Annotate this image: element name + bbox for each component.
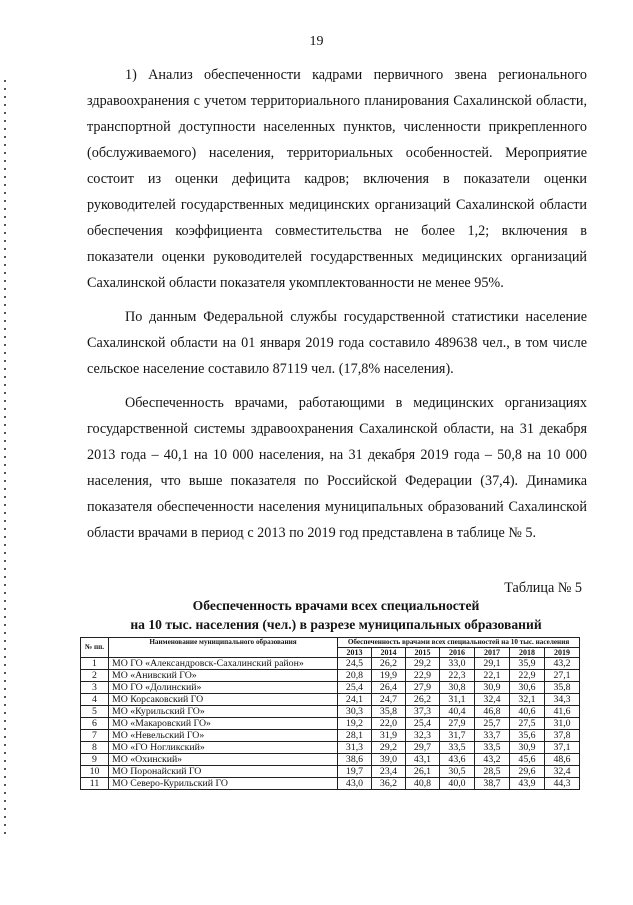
municipality-name: МО Корсаковский ГО [109,694,338,706]
municipality-name: МО «ГО Ногликский» [109,742,338,754]
municipality-name: МО ГО «Долинский» [109,682,338,694]
table-cell: 38,7 [475,778,510,790]
table-cell: 31,1 [440,694,475,706]
header-year: 2019 [545,648,580,658]
table-cell: 25,4 [406,718,440,730]
table-cell: 29,2 [406,658,440,670]
table-title-line: на 10 тыс. населения (чел.) в разрезе муниципальных образований [130,617,542,632]
table-cell: 26,1 [406,766,440,778]
table-cell: 26,2 [406,694,440,706]
table-label: Таблица № 5 [504,580,582,596]
table-cell: 30,8 [440,682,475,694]
table-cell: 32,1 [510,694,545,706]
row-number: 3 [81,682,109,694]
table-cell: 41,6 [545,706,580,718]
table-cell: 44,3 [545,778,580,790]
header-year: 2017 [475,648,510,658]
paragraph: По данным Федеральной службы государственной статистики население Сахалинской области на 01 января 2019 года составило 489638 чел., в том числе сельское население составило 87119 чел. (17,8% населения). [87,309,587,377]
header-year: 2013 [338,648,372,658]
table-cell: 22,9 [406,670,440,682]
table-cell: 24,5 [338,658,372,670]
table-cell: 22,1 [475,670,510,682]
table-cell: 43,2 [545,658,580,670]
table-cell: 45,6 [510,754,545,766]
municipality-name: МО Северо-Курильский ГО [109,778,338,790]
municipality-name: МО «Невельский ГО» [109,730,338,742]
header-year: 2018 [510,648,545,658]
paragraph: 1) Анализ обеспеченности кадрами первичного звена регионального здравоохранения с учетом территориального планирования Сахалинской области, транспортной доступности населенных пунктов, численности прикрепленного (обслуживаемого) населения, территориальных особенностей. Мероприятие состоит из оценки дефицита кадров; включения в показатели оценки руководителей государственных медицинских организаций Сахалинской области обеспечения коэффициента совместительства не более 1,2; включения в показатели оценки руководителей государственных медицинских организаций Сахалинской области показателя укомплектованности не менее 95%. [87,67,587,291]
table-cell: 29,6 [510,766,545,778]
table-cell: 37,3 [406,706,440,718]
table-cell: 35,6 [510,730,545,742]
table-cell: 30,9 [510,742,545,754]
table-cell: 39,0 [372,754,406,766]
table-row [81,742,580,754]
table-title [80,596,592,634]
header-year: 2014 [372,648,406,658]
table-row [81,778,580,790]
header-group: Обеспеченность врачами всех специальностей на 10 тыс. населения [338,638,580,648]
table-cell: 28,5 [475,766,510,778]
table-row [81,682,580,694]
table-cell: 34,3 [545,694,580,706]
table-row [81,730,580,742]
municipality-name: МО «Курильский ГО» [109,706,338,718]
table-cell: 32,4 [475,694,510,706]
municipality-name: МО «Анивский ГО» [109,670,338,682]
header-name: Наименование муниципального образования [109,638,338,658]
table-cell: 31,9 [372,730,406,742]
table-cell: 43,1 [406,754,440,766]
table-cell: 40,8 [406,778,440,790]
table-cell: 26,2 [372,658,406,670]
table-cell: 32,3 [406,730,440,742]
table-body [81,658,580,790]
table-cell: 22,9 [510,670,545,682]
binding-marks [4,80,6,840]
row-number: 2 [81,670,109,682]
table-cell: 37,8 [545,730,580,742]
table-cell: 24,1 [338,694,372,706]
table-cell: 31,0 [545,718,580,730]
table-row [81,658,580,670]
header-year: 2016 [440,648,475,658]
table-cell: 43,0 [338,778,372,790]
table-cell: 33,7 [475,730,510,742]
table-row [81,670,580,682]
table-cell: 40,6 [510,706,545,718]
table-cell: 35,9 [510,658,545,670]
body-text [87,62,587,554]
table-cell: 37,1 [545,742,580,754]
row-number: 6 [81,718,109,730]
table-cell: 43,2 [475,754,510,766]
table-cell: 22,3 [440,670,475,682]
table-cell: 19,9 [372,670,406,682]
table-row [81,754,580,766]
table-cell: 23,4 [372,766,406,778]
municipality-name: МО Поронайский ГО [109,766,338,778]
table-cell: 33,5 [440,742,475,754]
paragraph: Обеспеченность врачами, работающими в медицинских организациях государственной системы здравоохранения Сахалинской области, на 31 декабря 2013 года – 40,1 на 10 000 населения, на 31 декабря 2019 года – 50,8 на 10 000 населения, что выше показателя по Российской Федерации (37,4). Динамика показателя обеспеченности населения муниципальных образований Сахалинской области врачами в период с 2013 по 2019 год представлена в таблице № 5. [87,395,587,541]
table-cell: 29,7 [406,742,440,754]
table-cell: 46,8 [475,706,510,718]
table-row [81,694,580,706]
municipality-name: МО «Охинский» [109,754,338,766]
table-cell: 30,9 [475,682,510,694]
table-cell: 33,0 [440,658,475,670]
table-cell: 30,5 [440,766,475,778]
table-cell: 32,4 [545,766,580,778]
table-cell: 29,2 [372,742,406,754]
table-cell: 19,7 [338,766,372,778]
table-cell: 19,2 [338,718,372,730]
table-title-line: Обеспеченность врачами всех специальностей [192,598,480,613]
row-number: 9 [81,754,109,766]
table-cell: 27,9 [406,682,440,694]
header-year: 2015 [406,648,440,658]
table-cell: 48,6 [545,754,580,766]
table-cell: 40,4 [440,706,475,718]
table-row [81,766,580,778]
table-cell: 36,2 [372,778,406,790]
table-cell: 35,8 [545,682,580,694]
municipality-name: МО «Макаровский ГО» [109,718,338,730]
table-cell: 30,6 [510,682,545,694]
table-cell: 25,4 [338,682,372,694]
table-cell: 27,9 [440,718,475,730]
doctors-table [80,637,580,790]
table-cell: 22,0 [372,718,406,730]
table-cell: 27,1 [545,670,580,682]
municipality-name: МО ГО «Александровск-Сахалинский район» [109,658,338,670]
table-row [81,718,580,730]
table-cell: 27,5 [510,718,545,730]
table-cell: 24,7 [372,694,406,706]
table-cell: 29,1 [475,658,510,670]
row-number: 8 [81,742,109,754]
table-cell: 33,5 [475,742,510,754]
table-cell: 38,6 [338,754,372,766]
row-number: 4 [81,694,109,706]
table-cell: 20,8 [338,670,372,682]
table-cell: 26,4 [372,682,406,694]
table-cell: 31,7 [440,730,475,742]
header-num: № пп. [81,638,109,658]
row-number: 7 [81,730,109,742]
table-cell: 40,0 [440,778,475,790]
table-cell: 31,3 [338,742,372,754]
row-number: 11 [81,778,109,790]
table-cell: 25,7 [475,718,510,730]
row-number: 5 [81,706,109,718]
table-cell: 28,1 [338,730,372,742]
row-number: 10 [81,766,109,778]
table-cell: 43,9 [510,778,545,790]
page-number: 19 [309,34,324,49]
table-cell: 30,3 [338,706,372,718]
row-number: 1 [81,658,109,670]
table-cell: 35,8 [372,706,406,718]
table-cell: 43,6 [440,754,475,766]
table-row [81,706,580,718]
